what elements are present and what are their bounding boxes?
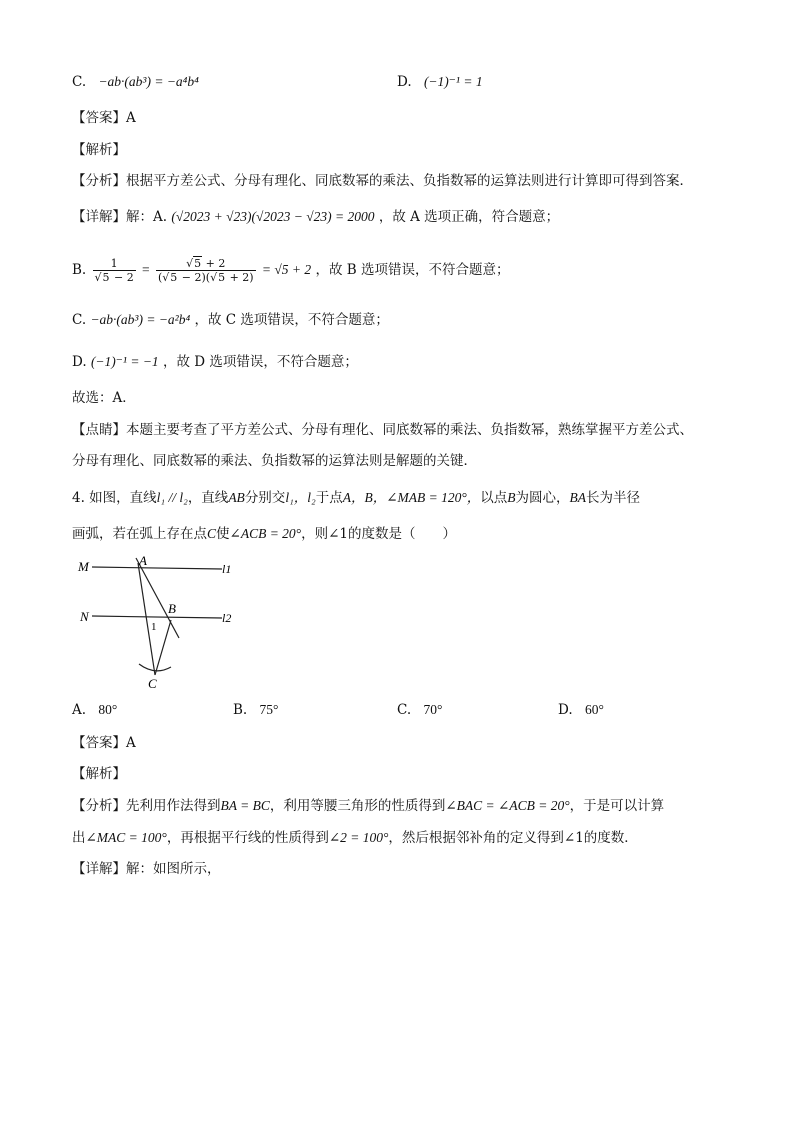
detail-a-expression: (√2023 + √23)(√2023 − √23) = 2000 — [171, 209, 375, 224]
analysis-heading: 【解析】 — [72, 142, 126, 158]
q4-option-b — [233, 702, 278, 718]
detail-a-tail: ，故 A 选项正确，符合题意； — [378, 209, 560, 225]
option-value: 60° — [584, 702, 604, 717]
label-c: C — [148, 676, 157, 690]
stem-text: 使 — [216, 526, 230, 542]
stem-math: AB — [228, 490, 245, 505]
stem-text: ，直线 — [187, 490, 229, 506]
detail-c-label: C. — [72, 312, 87, 328]
fenxi-text: ，再根据平行线的性质得到 — [166, 830, 329, 846]
answer-line: 【答案】A — [72, 110, 136, 126]
option-label: C. — [397, 702, 412, 718]
stem-math: l₁ // l₂ — [156, 490, 188, 505]
detail-d-expression: (−1)⁻¹ = −1 — [90, 354, 159, 369]
option-c-expression: −ab·(ab³) = −a⁴b⁴ — [98, 74, 199, 89]
option-value: 70° — [423, 702, 443, 717]
q4-analysis-heading: 【解析】 — [72, 766, 126, 782]
geometry-figure — [72, 550, 252, 690]
stem-text: 4. 如图，直线 — [72, 490, 157, 506]
q4-fenxi-line-1 — [72, 796, 664, 816]
detail-prefix: 【详解】解：A. — [72, 209, 168, 225]
stem-math: l₁，l₂ — [285, 490, 316, 505]
stem-text: 分别交 — [244, 490, 286, 506]
stem-text: 长为半径 — [586, 490, 641, 506]
detail-c-line — [72, 310, 389, 330]
fenxi-text: 【分析】先利用作法得到 — [72, 798, 221, 814]
dianjing-line-1: 【点睛】本题主要考查了平方差公式、分母有理化、同底数幂的乘法、负指数幂，熟练掌握平方差公式、 — [72, 422, 693, 438]
fenxi-math: ∠MAC = 100° — [85, 830, 167, 845]
label-b: B — [168, 601, 176, 616]
detail-c-expression: −ab·(ab³) = −a²b⁴ — [90, 312, 191, 327]
stem-text: ，则∠1的度数是（ ） — [301, 526, 456, 542]
option-value: 75° — [259, 702, 279, 717]
line-l1 — [92, 567, 222, 569]
detail-c-tail: ，故 C 选项错误，不符合题意； — [194, 312, 389, 328]
q4-option-d — [558, 702, 604, 718]
fraction-2: $\frac{√5 + 2}{(√5 - 2)(√5 + 2)}$ — [157, 257, 254, 284]
detail-d-tail: ，故 D 选项错误，不符合题意； — [162, 354, 358, 370]
fenxi-math: ∠BAC = ∠ACB = 20° — [445, 798, 570, 813]
q4-option-c — [397, 702, 442, 718]
label-l1: l1 — [222, 562, 232, 576]
segment-ac — [138, 563, 155, 675]
q4-detail: 【详解】解：如图所示， — [72, 861, 221, 877]
choice-line: 故选：A． — [72, 390, 136, 406]
option-c-row — [72, 72, 199, 92]
q4-stem-line-1 — [72, 488, 640, 508]
stem-math: A，B， — [342, 490, 387, 505]
stem-text: 画弧，若在弧上存在点 — [72, 526, 207, 542]
detail-b-tail: ，故 B 选项错误，不符合题意； — [315, 262, 510, 278]
q4-stem-line-2 — [72, 524, 456, 544]
arc — [139, 664, 171, 671]
option-d-row — [397, 72, 483, 92]
stem-text: 于点 — [315, 490, 343, 506]
detail-d-line — [72, 352, 358, 372]
option-d-expression: (−1)⁻¹ = 1 — [423, 74, 483, 89]
detail-b-result: = √5 + 2 — [261, 262, 312, 277]
option-label: A. — [72, 702, 87, 718]
detail-a-line — [72, 207, 559, 227]
stem-math: B — [507, 490, 516, 505]
line-l2 — [92, 616, 222, 618]
line-ab — [136, 558, 179, 638]
analysis-fenxi: 【分析】根据平方差公式、分母有理化、同底数幂的乘法、负指数幂的运算法则进行计算即可得到答案． — [72, 173, 693, 189]
q4-answer: 【答案】A — [72, 735, 136, 751]
stem-math: BA — [569, 490, 587, 505]
stem-math: ∠MAB = 120°， — [386, 490, 481, 505]
fenxi-text: ，利用等腰三角形的性质得到 — [269, 798, 446, 814]
fenxi-math: BA = BC — [220, 798, 270, 813]
label-m: M — [78, 559, 89, 574]
label-n: N — [80, 609, 89, 624]
fenxi-text: ，然后根据邻补角的定义得到∠1的度数． — [388, 830, 638, 846]
dianjing-line-2: 分母有理化、同底数幂的乘法、负指数幂的运算法则是解题的关键． — [72, 453, 477, 469]
option-label: D. — [558, 702, 573, 718]
option-value: 80° — [98, 702, 118, 717]
stem-math: ∠ACB = 20° — [229, 526, 302, 541]
q4-option-a — [72, 702, 117, 718]
option-label: B. — [233, 702, 248, 718]
label-l2: l2 — [222, 611, 232, 625]
option-label: C. — [72, 74, 87, 90]
segment-bc — [155, 620, 171, 675]
detail-d-label: D. — [72, 354, 87, 370]
label-a: A — [139, 553, 147, 568]
q4-fenxi-line-2 — [72, 828, 638, 848]
stem-text: 为圆心， — [515, 490, 570, 506]
stem-text: 以点 — [480, 490, 508, 506]
fenxi-text: ，于是可以计算 — [569, 798, 665, 814]
fraction-1: $\frac{1}{√5 - 2}$ — [94, 257, 134, 284]
detail-b-label: B. — [72, 262, 87, 278]
label-angle-1: 1 — [151, 621, 157, 633]
stem-math: C — [207, 526, 217, 541]
fenxi-math: ∠2 = 100° — [328, 830, 389, 845]
detail-b-line: B. $\frac{1}{√5 - 2}$ = $\frac{√5 + 2}{(√5 - 2)(√5 + 2)}$ = √5 + 2 ，故 B 选项错误，不符合题意； — [72, 257, 510, 284]
option-label: D. — [397, 74, 412, 90]
fenxi-text: 出 — [72, 830, 86, 846]
